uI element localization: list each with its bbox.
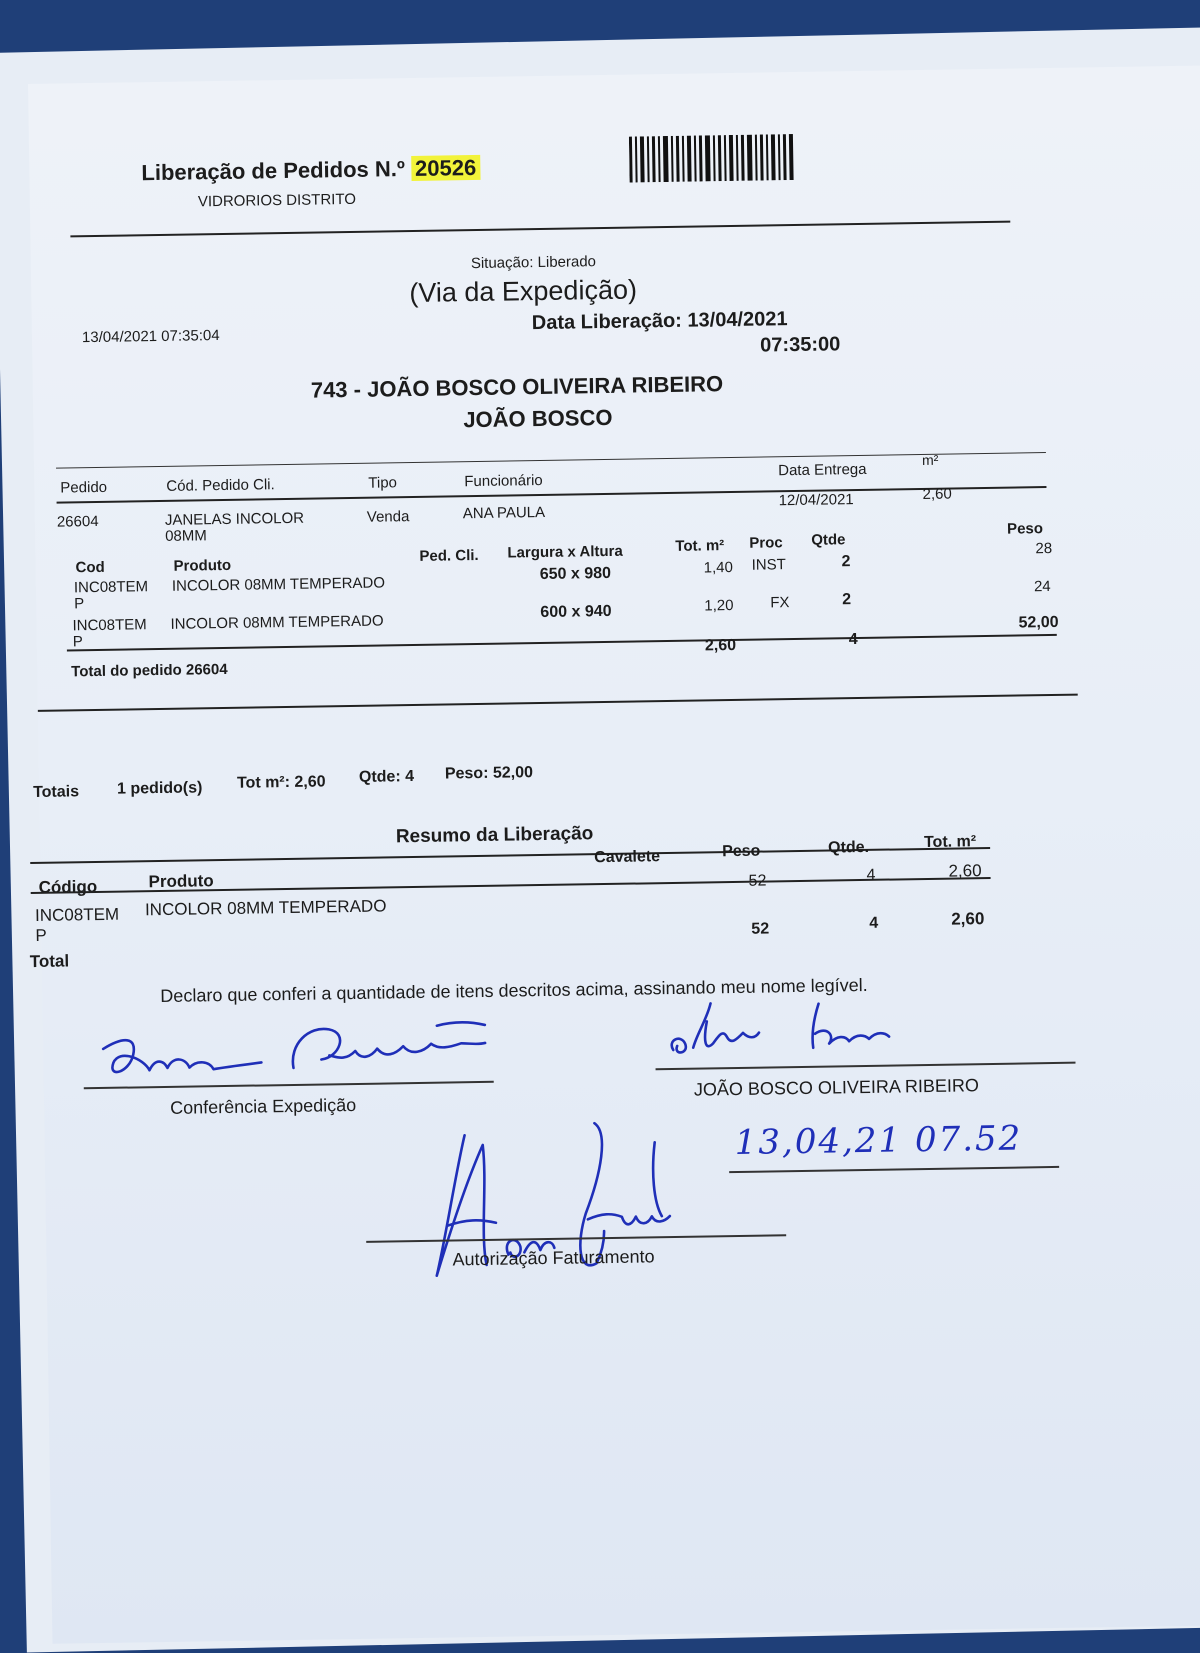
item-row-2-qtde: 2 — [842, 591, 852, 609]
autorizacao-label: Autorização Faturamento — [452, 1246, 655, 1270]
col-data-entrega: Data Entrega — [778, 460, 867, 480]
item-row-1-qtde: 2 — [841, 553, 851, 571]
order-total-tot-m2: 2,60 — [704, 636, 737, 655]
item-row-2-tot-m2: 1,20 — [704, 596, 734, 615]
item-row-1-cod: INC08TEM — [73, 578, 149, 597]
items-col-largura: Largura — [507, 543, 564, 562]
summary-total-label: Total — [29, 951, 70, 972]
item-row-2-largura: 600 — [540, 603, 568, 622]
totals-label: Totais — [32, 783, 80, 802]
barcode-icon — [629, 134, 795, 183]
client-short-name: JOÃO BOSCO — [463, 404, 613, 433]
summary-col-codigo: Código — [38, 877, 98, 897]
client-signature-icon — [662, 990, 943, 1074]
items-col-produto: Produto — [173, 556, 232, 575]
item-row-1-peso: 28 — [1035, 539, 1053, 558]
order-section-bottom-line — [38, 694, 1078, 712]
status-text: Situação: Liberado — [470, 253, 597, 273]
items-col-altura: Altura — [579, 542, 623, 561]
item-row-1-x: x — [570, 565, 580, 583]
via-title: (Via da Expedição) — [409, 274, 638, 309]
order-cod-cli-cont: 08MM — [164, 527, 207, 545]
summary-row-codigo-cont: P — [35, 925, 47, 945]
summary-row-qtde: 4 — [866, 866, 876, 884]
items-col-qtde: Qtde — [811, 531, 846, 549]
item-row-1-produto: INCOLOR 08MM TEMPERADO — [171, 574, 386, 595]
order-m2: 2,60 — [922, 485, 952, 503]
order-total-qtde: 4 — [848, 631, 858, 649]
order-funcionario: ANA PAULA — [462, 503, 546, 523]
item-row-2-cod: INC08TEM — [72, 616, 147, 635]
items-col-peso: Peso — [1006, 520, 1044, 538]
item-row-1-proc: INST — [751, 556, 786, 574]
order-data-entrega: 12/04/2021 — [778, 491, 854, 510]
col-cod-pedido-cli: Cód. Pedido Cli. — [166, 476, 275, 495]
order-total-label: Total do pedido 26604 — [71, 660, 228, 681]
items-col-cod: Cod — [75, 558, 105, 577]
release-date-value: 13/04/2021 — [687, 308, 788, 332]
release-label: Data Liberação: — [531, 309, 683, 335]
conferencia-label: Conferência Expedição — [169, 1094, 357, 1118]
item-row-1-largura: 650 — [539, 565, 567, 584]
item-row-2-altura: 940 — [584, 602, 612, 621]
summary-row-peso: 52 — [748, 872, 767, 890]
document-page — [28, 65, 1200, 1643]
item-row-2-proc: FX — [770, 594, 790, 612]
totals-pedidos: 1 pedido(s) — [116, 779, 203, 798]
summary-col-qtde: Qtde. — [827, 838, 870, 857]
title-prefix: Liberação de Pedidos N.º — [141, 156, 406, 186]
order-number: 20526 — [411, 155, 481, 181]
declaration-text: Declaro que conferi a quantidade de itens descritos acima, assinando meu nome legível. — [160, 974, 868, 1007]
order-pedido: 26604 — [56, 512, 99, 531]
summary-row-codigo: INC08TEM — [34, 904, 120, 925]
order-tipo: Venda — [366, 508, 410, 526]
summary-total-peso: 52 — [751, 920, 770, 938]
summary-title: Resumo da Liberação — [395, 823, 594, 848]
item-row-1-dimensions — [540, 565, 611, 584]
summary-total-qtde: 4 — [869, 914, 879, 932]
item-row-2-dimensions — [540, 603, 611, 622]
items-col-x: x — [567, 543, 576, 561]
release-date — [532, 308, 788, 335]
header-divider — [70, 221, 1010, 238]
col-pedido: Pedido — [60, 478, 108, 497]
company-name: VIDRORIOS DISTRITO — [197, 190, 357, 211]
release-time: 07:35:00 — [760, 333, 841, 357]
items-col-tot-m2: Tot. m² — [675, 537, 725, 555]
order-table-top-line — [56, 452, 1046, 469]
summary-col-tot-m2: Tot. m² — [923, 833, 977, 852]
document-title — [141, 155, 480, 186]
summary-row-produto: INCOLOR 08MM TEMPERADO — [144, 896, 387, 920]
handwritten-date: 13,04,21 07.52 — [734, 1118, 1023, 1164]
summary-col-cavalete: Cavalete — [594, 848, 661, 867]
totals-qtde: Qtde: 4 — [358, 768, 415, 786]
client-signature-label: JOÃO BOSCO OLIVEIRA RIBEIRO — [693, 1075, 980, 1100]
item-row-2-x: x — [571, 603, 581, 621]
totals-tot-m2: Tot m²: 2,60 — [236, 773, 326, 792]
col-m2: m² — [921, 451, 939, 469]
items-col-dimensions — [507, 543, 623, 562]
date-line — [729, 1166, 1059, 1173]
order-cod-cli: JANELAS INCOLOR — [164, 509, 305, 529]
item-row-1-tot-m2: 1,40 — [703, 558, 734, 577]
client-name: 743 - JOÃO BOSCO OLIVEIRA RIBEIRO — [310, 371, 724, 403]
summary-col-peso: Peso — [722, 842, 761, 861]
item-row-2-produto: INCOLOR 08MM TEMPERADO — [170, 612, 384, 633]
order-total-peso: 52,00 — [1018, 613, 1059, 632]
summary-total-tot-m2: 2,60 — [951, 909, 985, 929]
col-funcionario: Funcionário — [464, 471, 543, 491]
items-col-ped-cli: Ped. Cli. — [419, 546, 479, 565]
print-timestamp: 13/04/2021 07:35:04 — [81, 327, 220, 347]
item-row-2-peso: 24 — [1033, 577, 1051, 596]
summary-col-produto: Produto — [148, 871, 214, 892]
item-row-2-cod-cont: P — [72, 633, 83, 651]
summary-row-tot-m2: 2,60 — [948, 861, 982, 881]
col-tipo: Tipo — [368, 474, 398, 492]
item-row-1-altura: 980 — [584, 564, 612, 583]
totals-peso: Peso: 52,00 — [444, 764, 534, 783]
items-col-proc: Proc — [749, 534, 783, 552]
items-total-line — [67, 634, 1057, 652]
item-row-1-cod-cont: P — [74, 595, 85, 613]
